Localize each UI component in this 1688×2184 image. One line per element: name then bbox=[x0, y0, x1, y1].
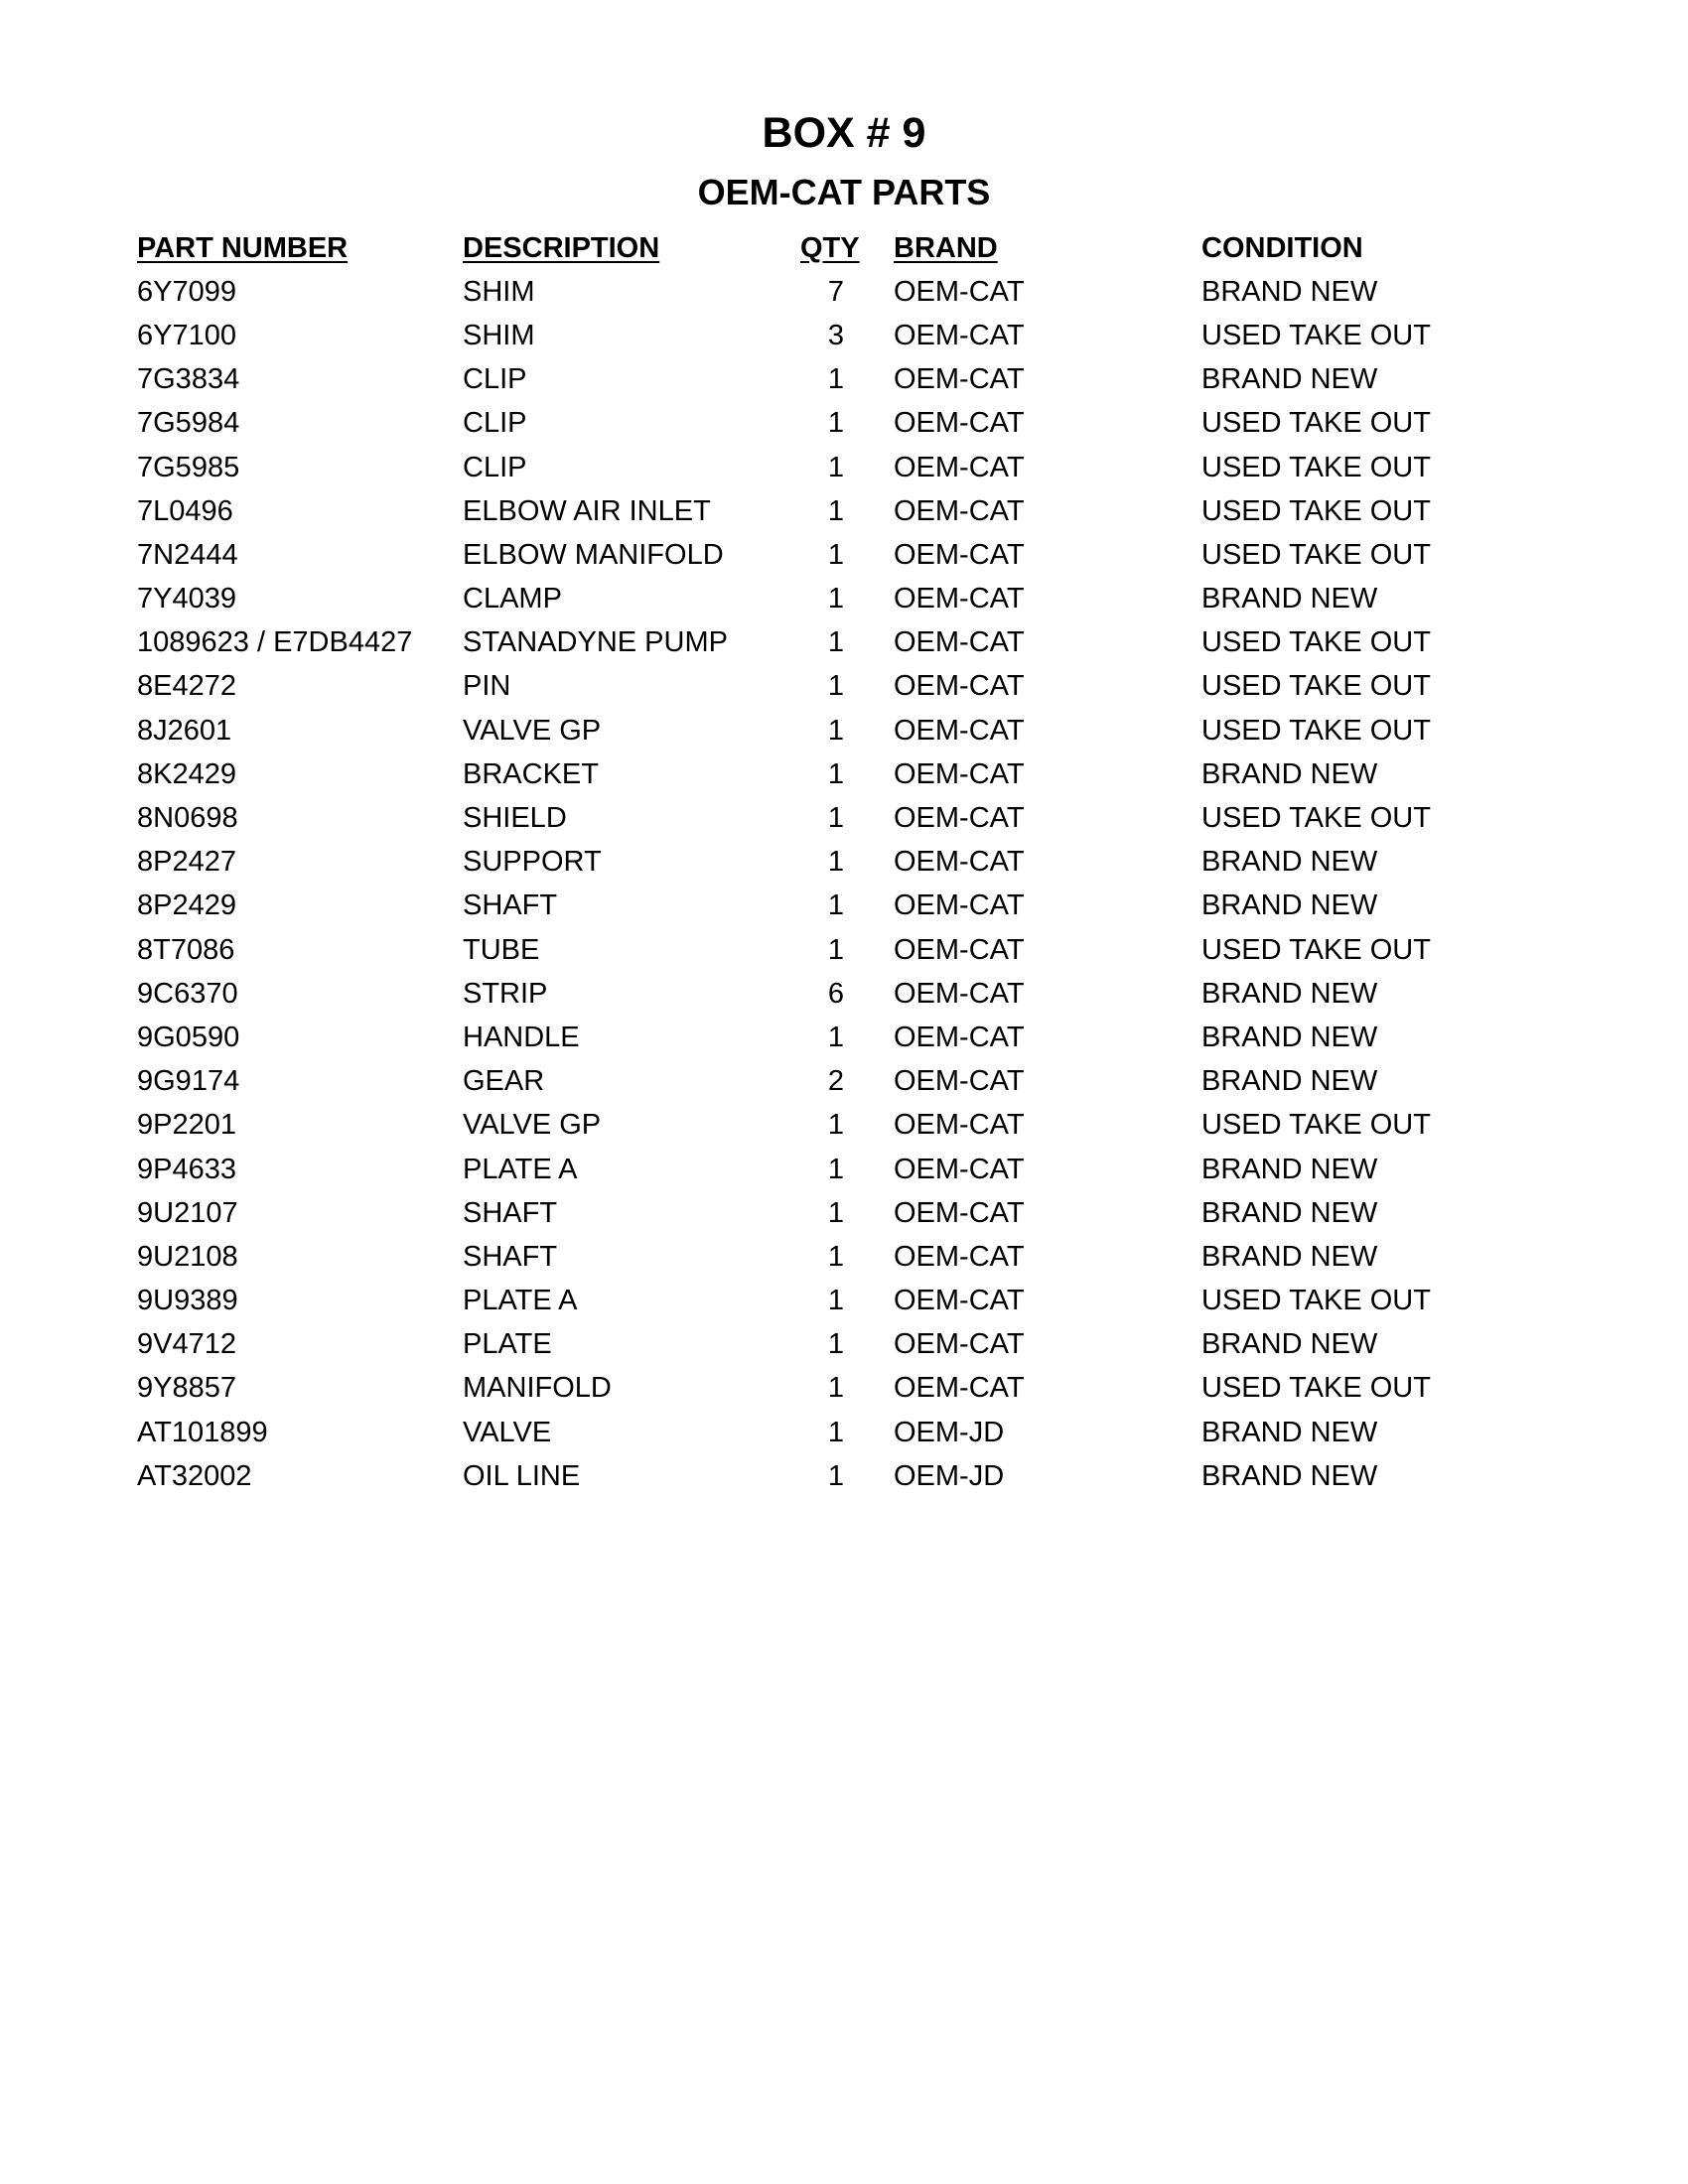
column-header-qty: QTY bbox=[800, 231, 860, 264]
part-number-cell: 9U9389 bbox=[137, 1285, 238, 1317]
condition-cell: USED TAKE OUT bbox=[1201, 802, 1431, 835]
brand-cell: OEM-JD bbox=[894, 1416, 1005, 1448]
qty-cell: 1 bbox=[827, 407, 845, 440]
condition-cell: USED TAKE OUT bbox=[1201, 407, 1431, 440]
table-row bbox=[137, 578, 1618, 621]
column-spacer bbox=[872, 226, 894, 270]
spacer-cell bbox=[872, 928, 894, 972]
table-row bbox=[137, 1060, 1618, 1104]
qty-cell: 1 bbox=[827, 1372, 845, 1405]
table-row bbox=[137, 709, 1618, 752]
part-number-cell: AT101899 bbox=[137, 1416, 268, 1448]
brand-cell: OEM-CAT bbox=[894, 670, 1025, 703]
condition-cell: USED TAKE OUT bbox=[1201, 1372, 1431, 1405]
description-cell: SHAFT bbox=[463, 1240, 558, 1273]
parts-table-header bbox=[137, 226, 1618, 270]
qty-cell: 1 bbox=[827, 626, 845, 659]
condition-cell: USED TAKE OUT bbox=[1201, 670, 1431, 703]
table-row bbox=[137, 1191, 1618, 1235]
brand-cell: OEM-CAT bbox=[894, 626, 1025, 659]
table-row bbox=[137, 270, 1618, 314]
description-cell: PLATE A bbox=[463, 1153, 578, 1185]
qty-cell: 1 bbox=[827, 1153, 845, 1185]
spacer-cell bbox=[872, 972, 894, 1016]
description-cell: GEAR bbox=[463, 1065, 545, 1098]
description-cell: TUBE bbox=[463, 933, 540, 966]
column-header-brand: BRAND bbox=[894, 231, 998, 264]
condition-cell: USED TAKE OUT bbox=[1201, 494, 1431, 527]
column-header-part-number: PART NUMBER bbox=[137, 231, 349, 264]
table-row bbox=[137, 1411, 1618, 1454]
spacer-cell bbox=[872, 1016, 894, 1059]
spacer-cell bbox=[872, 314, 894, 357]
qty-cell: 1 bbox=[827, 1285, 845, 1317]
description-cell: VALVE GP bbox=[463, 1109, 602, 1142]
brand-cell: OEM-CAT bbox=[894, 714, 1025, 747]
part-number-cell: 8T7086 bbox=[137, 933, 235, 966]
qty-cell: 1 bbox=[827, 846, 845, 879]
part-number-cell: 9Y8857 bbox=[137, 1372, 236, 1405]
brand-cell: OEM-JD bbox=[894, 1459, 1005, 1492]
brand-cell: OEM-CAT bbox=[894, 846, 1025, 879]
condition-cell: BRAND NEW bbox=[1201, 1065, 1378, 1098]
brand-cell: OEM-CAT bbox=[894, 363, 1025, 396]
spacer-cell bbox=[872, 665, 894, 709]
spacer-cell bbox=[872, 1148, 894, 1191]
spacer-cell bbox=[872, 709, 894, 752]
brand-cell: OEM-CAT bbox=[894, 1021, 1025, 1053]
column-header-description: DESCRIPTION bbox=[463, 231, 660, 264]
qty-cell: 1 bbox=[827, 1328, 845, 1361]
column-header-condition: CONDITION bbox=[1201, 231, 1363, 264]
table-row bbox=[137, 1016, 1618, 1059]
description-cell: BRACKET bbox=[463, 757, 599, 790]
description-cell: PIN bbox=[463, 670, 511, 703]
part-number-cell: 8E4272 bbox=[137, 670, 236, 703]
condition-cell: BRAND NEW bbox=[1201, 363, 1378, 396]
condition-cell: BRAND NEW bbox=[1201, 977, 1378, 1010]
spacer-cell bbox=[872, 885, 894, 928]
qty-cell: 1 bbox=[827, 1459, 845, 1492]
qty-cell: 1 bbox=[827, 933, 845, 966]
part-number-cell: AT32002 bbox=[137, 1459, 252, 1492]
spacer-cell bbox=[872, 1367, 894, 1411]
description-cell: CLIP bbox=[463, 451, 527, 483]
condition-cell: BRAND NEW bbox=[1201, 1416, 1378, 1448]
condition-cell: BRAND NEW bbox=[1201, 1328, 1378, 1361]
brand-cell: OEM-CAT bbox=[894, 1109, 1025, 1142]
part-number-cell: 8N0698 bbox=[137, 802, 238, 835]
condition-cell: USED TAKE OUT bbox=[1201, 1285, 1431, 1317]
table-row bbox=[137, 358, 1618, 402]
spacer-cell bbox=[872, 1104, 894, 1148]
brand-cell: OEM-CAT bbox=[894, 1285, 1025, 1317]
spacer-cell bbox=[872, 446, 894, 489]
description-cell: PLATE A bbox=[463, 1285, 578, 1317]
qty-cell: 2 bbox=[827, 1065, 845, 1098]
table-row bbox=[137, 1323, 1618, 1367]
part-number-cell: 9P4633 bbox=[137, 1153, 236, 1185]
part-number-cell: 9U2107 bbox=[137, 1196, 238, 1229]
part-number-cell: 9V4712 bbox=[137, 1328, 236, 1361]
qty-cell: 7 bbox=[827, 275, 845, 308]
qty-cell: 1 bbox=[827, 889, 845, 922]
brand-cell: OEM-CAT bbox=[894, 1065, 1025, 1098]
qty-cell: 1 bbox=[827, 1240, 845, 1273]
qty-cell: 1 bbox=[827, 538, 845, 571]
table-row bbox=[137, 314, 1618, 357]
description-cell: SHIM bbox=[463, 319, 535, 351]
qty-cell: 1 bbox=[827, 451, 845, 483]
brand-cell: OEM-CAT bbox=[894, 319, 1025, 351]
part-number-cell: 6Y7100 bbox=[137, 319, 236, 351]
condition-cell: BRAND NEW bbox=[1201, 583, 1378, 615]
spacer-cell bbox=[872, 1454, 894, 1498]
part-number-cell: 7G5984 bbox=[137, 407, 240, 440]
description-cell: SUPPORT bbox=[463, 846, 602, 879]
table-row bbox=[137, 1104, 1618, 1148]
condition-cell: BRAND NEW bbox=[1201, 1153, 1378, 1185]
table-row bbox=[137, 489, 1618, 533]
condition-cell: USED TAKE OUT bbox=[1201, 626, 1431, 659]
table-row bbox=[137, 928, 1618, 972]
description-cell: OIL LINE bbox=[463, 1459, 581, 1492]
table-row bbox=[137, 1280, 1618, 1323]
description-cell: SHAFT bbox=[463, 889, 558, 922]
brand-cell: OEM-CAT bbox=[894, 977, 1025, 1010]
brand-cell: OEM-CAT bbox=[894, 583, 1025, 615]
condition-cell: BRAND NEW bbox=[1201, 846, 1378, 879]
part-number-cell: 7G5985 bbox=[137, 451, 240, 483]
description-cell: CLIP bbox=[463, 407, 527, 440]
table-row bbox=[137, 796, 1618, 840]
brand-cell: OEM-CAT bbox=[894, 889, 1025, 922]
spacer-cell bbox=[872, 1280, 894, 1323]
table-row bbox=[137, 752, 1618, 796]
description-cell: VALVE GP bbox=[463, 714, 602, 747]
part-number-cell: 8J2601 bbox=[137, 714, 232, 747]
condition-cell: BRAND NEW bbox=[1201, 1196, 1378, 1229]
spacer-cell bbox=[872, 1323, 894, 1367]
table-row bbox=[137, 885, 1618, 928]
table-row bbox=[137, 1235, 1618, 1279]
description-cell: PLATE bbox=[463, 1328, 552, 1361]
box-title: BOX # 9 bbox=[762, 109, 926, 157]
part-number-cell: 7N2444 bbox=[137, 538, 238, 571]
table-row bbox=[137, 402, 1618, 446]
brand-cell: OEM-CAT bbox=[894, 933, 1025, 966]
brand-cell: OEM-CAT bbox=[894, 1153, 1025, 1185]
spacer-cell bbox=[872, 533, 894, 577]
brand-cell: OEM-CAT bbox=[894, 407, 1025, 440]
parts-table-body bbox=[137, 270, 1618, 1498]
table-row bbox=[137, 621, 1618, 665]
condition-cell: USED TAKE OUT bbox=[1201, 1109, 1431, 1142]
qty-cell: 1 bbox=[827, 802, 845, 835]
brand-cell: OEM-CAT bbox=[894, 757, 1025, 790]
part-number-cell: 7L0496 bbox=[137, 494, 233, 527]
qty-cell: 1 bbox=[827, 1196, 845, 1229]
description-cell: HANDLE bbox=[463, 1021, 580, 1053]
spacer-cell bbox=[872, 402, 894, 446]
part-number-cell: 8K2429 bbox=[137, 757, 236, 790]
condition-cell: USED TAKE OUT bbox=[1201, 451, 1431, 483]
description-cell: SHIM bbox=[463, 275, 535, 308]
brand-cell: OEM-CAT bbox=[894, 275, 1025, 308]
qty-cell: 6 bbox=[827, 977, 845, 1010]
table-row bbox=[137, 1367, 1618, 1411]
qty-cell: 1 bbox=[827, 1416, 845, 1448]
brand-cell: OEM-CAT bbox=[894, 1196, 1025, 1229]
description-cell: ELBOW AIR INLET bbox=[463, 494, 711, 527]
part-number-cell: 9C6370 bbox=[137, 977, 238, 1010]
description-cell: ELBOW MANIFOLD bbox=[463, 538, 724, 571]
description-cell: STRIP bbox=[463, 977, 548, 1010]
spacer-cell bbox=[872, 358, 894, 402]
qty-cell: 1 bbox=[827, 1021, 845, 1053]
part-number-cell: 9G0590 bbox=[137, 1021, 240, 1053]
description-cell: STANADYNE PUMP bbox=[463, 626, 728, 659]
spacer-cell bbox=[872, 841, 894, 885]
description-cell: CLIP bbox=[463, 363, 527, 396]
parts-table bbox=[137, 226, 1618, 1498]
spacer-cell bbox=[872, 578, 894, 621]
condition-cell: USED TAKE OUT bbox=[1201, 319, 1431, 351]
brand-cell: OEM-CAT bbox=[894, 494, 1025, 527]
part-number-cell: 8P2427 bbox=[137, 846, 236, 879]
description-cell: SHIELD bbox=[463, 802, 567, 835]
brand-cell: OEM-CAT bbox=[894, 451, 1025, 483]
part-number-cell: 9G9174 bbox=[137, 1065, 240, 1098]
brand-cell: OEM-CAT bbox=[894, 1240, 1025, 1273]
spacer-cell bbox=[872, 489, 894, 533]
brand-cell: OEM-CAT bbox=[894, 1372, 1025, 1405]
spacer-cell bbox=[872, 796, 894, 840]
header-row bbox=[137, 226, 1618, 270]
table-row bbox=[137, 1454, 1618, 1498]
qty-cell: 1 bbox=[827, 1109, 845, 1142]
part-number-cell: 8P2429 bbox=[137, 889, 236, 922]
table-row bbox=[137, 533, 1618, 577]
part-number-cell: 9U2108 bbox=[137, 1240, 238, 1273]
condition-cell: BRAND NEW bbox=[1201, 1240, 1378, 1273]
qty-cell: 1 bbox=[827, 714, 845, 747]
part-number-cell: 1089623 / E7DB4427 bbox=[137, 626, 413, 659]
description-cell: SHAFT bbox=[463, 1196, 558, 1229]
brand-cell: OEM-CAT bbox=[894, 1328, 1025, 1361]
qty-cell: 1 bbox=[827, 757, 845, 790]
condition-cell: BRAND NEW bbox=[1201, 275, 1378, 308]
condition-cell: USED TAKE OUT bbox=[1201, 538, 1431, 571]
table-row bbox=[137, 841, 1618, 885]
condition-cell: USED TAKE OUT bbox=[1201, 933, 1431, 966]
condition-cell: USED TAKE OUT bbox=[1201, 714, 1431, 747]
part-number-cell: 7G3834 bbox=[137, 363, 240, 396]
condition-cell: BRAND NEW bbox=[1201, 889, 1378, 922]
description-cell: VALVE bbox=[463, 1416, 552, 1448]
brand-cell: OEM-CAT bbox=[894, 538, 1025, 571]
qty-cell: 1 bbox=[827, 583, 845, 615]
spacer-cell bbox=[872, 1235, 894, 1279]
condition-cell: BRAND NEW bbox=[1201, 757, 1378, 790]
part-number-cell: 6Y7099 bbox=[137, 275, 236, 308]
table-row bbox=[137, 665, 1618, 709]
spacer-cell bbox=[872, 1411, 894, 1454]
condition-cell: BRAND NEW bbox=[1201, 1021, 1378, 1053]
table-row bbox=[137, 446, 1618, 489]
part-number-cell: 7Y4039 bbox=[137, 583, 236, 615]
brand-cell: OEM-CAT bbox=[894, 802, 1025, 835]
condition-cell: BRAND NEW bbox=[1201, 1459, 1378, 1492]
spacer-cell bbox=[872, 752, 894, 796]
qty-cell: 3 bbox=[827, 319, 845, 351]
table-row bbox=[137, 1148, 1618, 1191]
description-cell: MANIFOLD bbox=[463, 1372, 612, 1405]
spacer-cell bbox=[872, 1191, 894, 1235]
section-title: OEM-CAT PARTS bbox=[697, 172, 991, 212]
qty-cell: 1 bbox=[827, 670, 845, 703]
spacer-cell bbox=[872, 1060, 894, 1104]
spacer-cell bbox=[872, 621, 894, 665]
qty-cell: 1 bbox=[827, 363, 845, 396]
table-row bbox=[137, 972, 1618, 1016]
description-cell: CLAMP bbox=[463, 583, 562, 615]
qty-cell: 1 bbox=[827, 494, 845, 527]
part-number-cell: 9P2201 bbox=[137, 1109, 236, 1142]
spacer-cell bbox=[872, 270, 894, 314]
